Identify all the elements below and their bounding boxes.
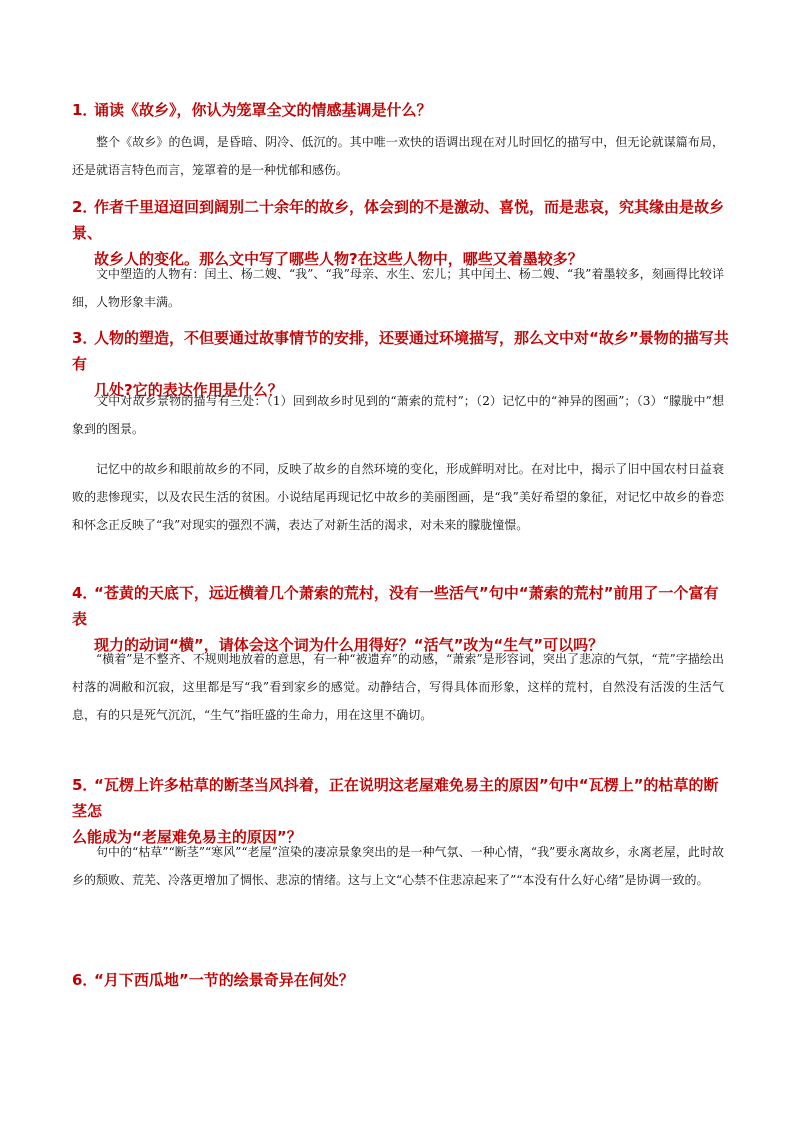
answer-1: 整个《故乡》的色调，是昏暗、阴冷、低沉的。其中唯一欢快的语调出现在对儿时回忆的描写中，但无论就谋篇布局，还是就语言特色而言，笼罩着的是一种忧郁和感伤。: [72, 135, 724, 177]
answer-2: 文中塑造的人物有：闰土、杨二嫂、“我”、“我”母亲、水生、宏儿；其中闰土、杨二嫂、“我”着墨较多，刻画得比较详细，人物形象丰满。: [72, 267, 724, 309]
question-text-line1: 人物的塑造，不但要通过故事情节的安排，还要通过环境描写，那么文中对“故乡”景物的描写共有: [72, 329, 729, 373]
question-number: 4．: [72, 584, 98, 602]
question-text: 诵读《故乡》，你认为笼罩全文的情感基调是什么？: [94, 101, 432, 119]
question-text-line1: “苍黄的天底下，远近横着几个萧索的荒村，没有一些活气”句中“萧索的荒村”前用了一个富有表: [72, 584, 719, 628]
question-text-line2: 么能成为“老屋难免易主的原因”？: [72, 828, 302, 846]
question-text-line2: 故乡人的变化。那么文中写了哪些人物?在这些人物中，哪些又着墨较多？: [94, 250, 583, 268]
answer-5: 句中的“枯草”“断茎”“寒风”“老屋”渲染的凄凉景象突出的是一种气氛、一种心情，“我”要永离故乡，永离老屋，此时故乡的颓败、荒芜、冷落更增加了惆怅、悲凉的情绪。这与上文“心禁不住悲凉起来了”“本没有什么好心绪”是协调一致的。: [72, 845, 724, 887]
question-text-line2: 几处?它的表达作用是什么？: [94, 381, 283, 399]
answer-3a: 文中对故乡景物的描写有三处：（1）回到故乡时见到的“萧索的荒村”；（2）记忆中的“神异的图画”；（3）“朦胧中”想象到的图景。: [72, 394, 724, 436]
question-number: 1．: [72, 101, 98, 119]
question-1: [72, 97, 732, 123]
question-number: 2．: [72, 198, 98, 216]
question-text-line1: 作者千里迢迢回到阔别二十余年的故乡，体会到的不是激动、喜悦，而是悲哀，究其缘由是故乡景、: [72, 198, 725, 242]
question-number: 5．: [72, 776, 98, 794]
question-number: 6．: [72, 971, 98, 989]
question-text: “月下西瓜地”一节的绘景奇异在何处？: [94, 971, 354, 989]
question-text-line1: “瓦楞上许多枯草的断茎当风抖着，正在说明这老屋难免易主的原因”句中“瓦楞上”的枯草的断茎怎: [72, 776, 719, 820]
answer-4: “横着”是不整齐、不规则地放着的意思，有一种“被遗弃”的动感，“萧索”是形容词，突出了悲凉的气氛，“荒”字描绘出村落的凋敝和沉寂，这里都是写“我”看到家乡的感觉。动静结合，写得具体而形象，这样的荒村，自然没有活泼的生活气息，有的只是死气沉沉，“生气”指旺盛的生命力，用在这里不确切。: [72, 652, 724, 722]
question-number: 3．: [72, 329, 98, 347]
question-6: [72, 967, 732, 993]
answer-3b: 记忆中的故乡和眼前故乡的不同，反映了故乡的自然环境的变化，形成鲜明对比。在对比中，揭示了旧中国农村日益衰败的悲惨现实，以及农民生活的贫困。小说结尾再现记忆中故乡的美丽图画，是“我”美好希望的象征，对记忆中故乡的眷恋和怀念正反映了“我”对现实的强烈不满，表达了对新生活的渴求，对未来的朦胧憧憬。: [72, 462, 724, 532]
question-text-line2: 现力的动词“横”，请体会这个词为什么用得好？“活气”改为“生气”可以吗？: [94, 636, 604, 654]
